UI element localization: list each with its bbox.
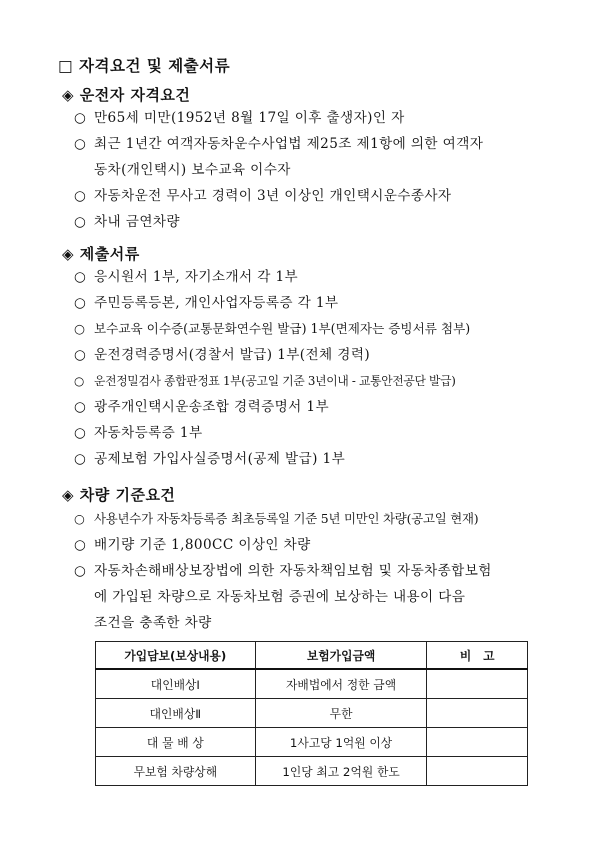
circle-bullet-icon: ○ [74, 188, 87, 204]
list-item: ○ 최근 1년간 여객자동차운수사업법 제25조 제1항에 의한 여객자 [74, 131, 483, 157]
table-cell: 무보험 차량상해 [96, 757, 256, 786]
table-cell [427, 669, 528, 699]
list-item-continuation: 동차(개인택시) 보수교육 이수자 [94, 162, 291, 178]
circle-bullet-icon: ○ [74, 110, 87, 126]
list-item: ○ 광주개인택시운송조합 경력증명서 1부 [74, 394, 470, 420]
table-cell: 1인당 최고 2억원 한도 [255, 757, 427, 786]
required-documents-list [74, 264, 470, 472]
table-cell [427, 757, 528, 786]
table-row [96, 699, 528, 728]
list-item: ○ 보수교육 이수증(교통문화연수원 발급) 1부(면제자는 증빙서류 첨부) [74, 316, 470, 342]
circle-bullet-icon: ○ [74, 347, 87, 363]
list-item: ○ 자동차운전 무사고 경력이 3년 이상인 개인택시운수종사자 [74, 183, 483, 209]
heading-vehicle-requirements: ◈ 차량 기준요건 [62, 486, 176, 504]
table-cell: 대 물 배 상 [96, 728, 256, 757]
list-item: ○ 운전경력증명서(경찰서 발급) 1부(전체 경력) [74, 342, 470, 368]
driver-qualifications-list [74, 105, 483, 235]
section-title: □ 자격요건 및 제출서류 [58, 57, 231, 75]
table-row [96, 757, 528, 786]
table-cell: 무한 [255, 699, 427, 728]
table-cell: 대인배상Ⅰ [96, 669, 256, 699]
circle-bullet-icon: ○ [74, 451, 87, 467]
table-header-row [96, 642, 528, 670]
table-row [96, 728, 528, 757]
circle-bullet-icon: ○ [74, 425, 87, 441]
list-item: ○ 자동차등록증 1부 [74, 420, 470, 446]
insurance-coverage-table [95, 641, 528, 786]
circle-bullet-icon: ○ [74, 214, 87, 230]
circle-bullet-icon: ○ [74, 399, 87, 415]
table-cell: 1사고당 1억원 이상 [255, 728, 427, 757]
circle-bullet-icon: ○ [74, 374, 84, 388]
list-item: ○ 주민등록등본, 개인사업자등록증 각 1부 [74, 290, 470, 316]
heading-required-documents: ◈ 제출서류 [62, 245, 140, 263]
list-item: ○ 응시원서 1부, 자기소개서 각 1부 [74, 264, 470, 290]
circle-bullet-icon: ○ [74, 321, 85, 336]
circle-bullet-icon: ○ [74, 136, 87, 152]
circle-bullet-icon: ○ [74, 563, 87, 579]
table-cell [427, 699, 528, 728]
column-header-amount: 보험가입금액 [255, 642, 427, 670]
vehicle-requirements-list [74, 506, 492, 636]
table-row [96, 669, 528, 699]
column-header-coverage: 가입담보(보상내용) [96, 642, 256, 670]
circle-bullet-icon: ○ [74, 511, 85, 526]
list-item-continuation: 에 가입된 차량으로 자동차보험 증권에 보상하는 내용이 다음 [94, 589, 466, 605]
table-cell [427, 728, 528, 757]
heading-driver-qualifications: ◈ 운전자 자격요건 [62, 86, 191, 104]
list-item-continuation: 조건을 충족한 차량 [94, 615, 212, 631]
list-item: ○ 자동차손해배상보장법에 의한 자동차책임보험 및 자동차종합보험 [74, 558, 492, 584]
list-item: ○ 만65세 미만(1952년 8월 17일 이후 출생자)인 자 [74, 105, 483, 131]
table-cell: 대인배상Ⅱ [96, 699, 256, 728]
table-cell: 자배법에서 정한 금액 [255, 669, 427, 699]
column-header-remarks: 비 고 [427, 642, 528, 670]
list-item: ○ 공제보험 가입사실증명서(공제 발급) 1부 [74, 446, 470, 472]
list-item: ○ 배기량 기준 1,800CC 이상인 차량 [74, 532, 492, 558]
list-item: ○ 차내 금연차량 [74, 209, 483, 235]
list-item: ○ 운전정밀검사 종합판정표 1부(공고일 기준 3년이내 - 교통안전공단 발급) [74, 368, 470, 394]
circle-bullet-icon: ○ [74, 269, 87, 285]
circle-bullet-icon: ○ [74, 537, 87, 553]
list-item: ○ 사용년수가 자동차등록증 최초등록일 기준 5년 미만인 차량(공고일 현재) [74, 506, 492, 532]
circle-bullet-icon: ○ [74, 295, 87, 311]
